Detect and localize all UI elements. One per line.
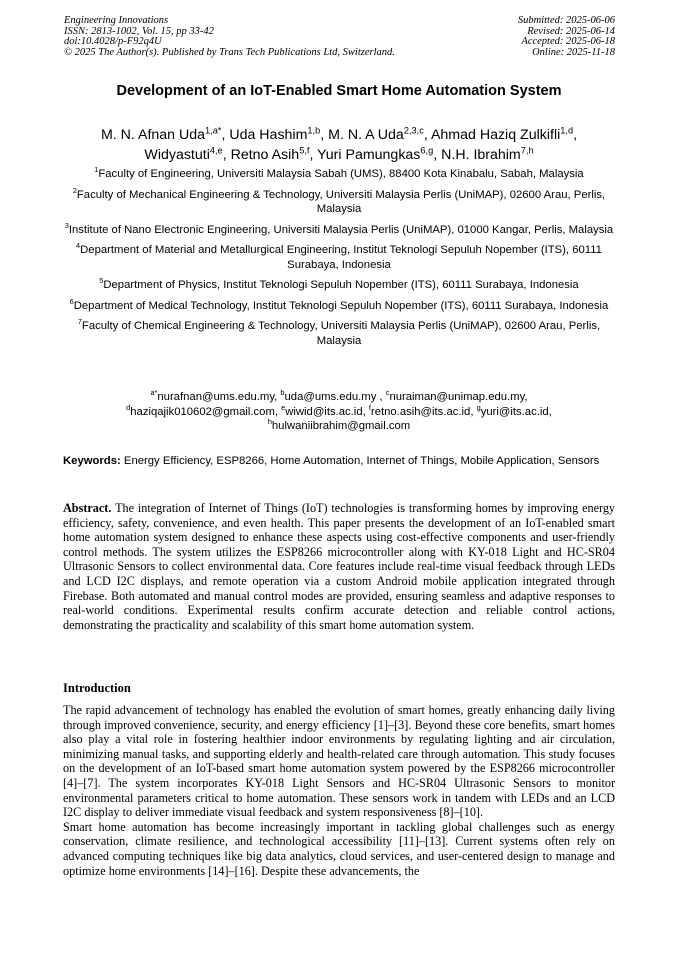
revised-date: Revised: 2025-06-14 xyxy=(527,25,615,37)
journal-info xyxy=(64,16,395,58)
author: M. N. Afnan Uda$^{1,a*}$ xyxy=(100,125,222,143)
author-list: M. N. Afnan Uda$^{1,a*}$, Uda Hashim$^{1,b}$, M. N. A Uda$^{2,3,c}$, Ahmad Haziq Zulkifli$^{1,d}$, Widyastuti$^{4,e}$, Retno Asih$^{5,f}$, Yuri Pamungkas$^{6,g}$, N.H. Ibrahim$^{7,h}$ xyxy=(100,125,578,163)
affiliation: $^7$Faculty of Chemical Engineering & Technology, Universiti Malaysia Perlis (UniMAP), 02600 Arau, Perlis, Malaysia xyxy=(77,317,601,347)
email-link[interactable]: hulwaniibrahim@gmail.com xyxy=(271,420,411,432)
email-link[interactable]: uda@ums.edu.my xyxy=(284,391,377,403)
keywords-label: Keywords: xyxy=(63,455,121,467)
author: Yuri Pamungkas$^{6,g}$ xyxy=(317,145,434,163)
author: N.H. Ibrahim$^{7,h}$ xyxy=(441,145,534,163)
email-link[interactable]: nurafnan@ums.edu.my xyxy=(157,391,275,403)
email-list: $^{a*}$nurafnan@ums.edu.my, $^b$uda@ums.edu.my , $^c$nuraiman@unimap.edu.my, $^d$haziqajik010602@gmail.com, $^e$wiwid@its.ac.id, $^f$retno.asih@its.ac.id, $^g$yuri@its.ac.id, $^h$hulwaniibrahim@gmail.com xyxy=(126,388,552,432)
email-link[interactable]: haziqajik010602@gmail.com xyxy=(130,405,275,418)
author: Ahmad Haziq Zulkifli$^{1,d}$ xyxy=(430,125,574,143)
affiliation: $^2$Faculty of Mechanical Engineering & Technology, Universiti Malaysia Perlis (UniMAP), 02600 Arau, Perlis, Malaysia xyxy=(72,185,606,215)
accepted-date: Accepted: 2025-06-18 xyxy=(521,36,615,48)
submitted-date: Submitted: 2025-06-06 xyxy=(517,15,615,26)
journal-name: Engineering Innovations xyxy=(64,15,169,26)
author: Retno Asih$^{5,f}$ xyxy=(230,145,310,163)
paragraph: Smart home automation has become increasingly important in tackling global challenges such as energy conservation, climate resilience, and technological accessibility [11]–[13]. Current systems often rely on advanced computing techniques like big data analytics, cloud services, and user-centered design to manage and optimize home environments [14]–[16]. Despite these advancements, the xyxy=(63,819,615,878)
copyright-line: © 2025 The Author(s). Published by Trans Tech Publications Ltd, Switzerland. xyxy=(64,46,395,58)
email-link[interactable]: retno.asih@its.ac.id xyxy=(370,405,471,418)
author: Widyastuti$^{4,e}$ xyxy=(144,145,223,163)
introduction-body xyxy=(63,703,615,878)
affiliation: $^1$Faculty of Engineering, Universiti Malaysia Sabah (UMS), 88400 Kota Kinabalu, Sabah, Malaysia xyxy=(94,165,584,180)
email-link[interactable]: yuri@its.ac.id xyxy=(480,405,549,418)
affiliation: $^4$Department of Material and Metallurgical Engineering, Institut Teknologi Sepuluh Nopember (ITS), 60111 Surabaya, Indonesia xyxy=(76,241,602,271)
abstract-text: The integration of Internet of Things (IoT) technologies is transforming homes by improving energy efficiency, safety, convenience, and even health. This paper presents the development of an IoT-enabled smart home automation system designed to enhance these aspects using cost-effective components and user-friendly control methods. The system utilizes the ESP8266 microcontroller along with KY-018 Light and HC-SR04 Ultrasonic Sensors to collect environmental data. Core features include real-time visual feedback through LEDs and LCD I2C displays, and remote operation via a custom Android mobile application integrated through Firebase. Both automated and manual control modes are provided, ensuring seamless and adaptive responses to real-world conditions. Experimental results confirm accurate detection and reliable control actions, demonstrating the practicality and scalability of this smart home automation system. xyxy=(63,501,616,632)
keywords xyxy=(63,454,615,469)
author: M. N. A Uda$^{2,3,c}$ xyxy=(328,125,424,143)
affiliation-list xyxy=(60,167,618,354)
affiliation: $^5$Department of Physics, Institut Teknologi Sepuluh Nopember (ITS), 60111 Surabaya, Indonesia xyxy=(99,276,579,291)
author: Uda Hashim$^{1,b}$ xyxy=(229,125,321,143)
section-heading: Introduction xyxy=(63,681,131,695)
abstract-label: Abstract. xyxy=(63,501,112,515)
keywords-text: Energy Efficiency, ESP8266, Home Automation, Internet of Things, Mobile Application, Sensors xyxy=(123,455,600,467)
publication-dates xyxy=(518,16,615,58)
paper-title: Development of an IoT-Enabled Smart Home Automation System xyxy=(116,83,562,99)
affiliation: $^3$Institute of Nano Electronic Engineering, Universiti Malaysia Perlis (UniMAP), 01000 Kangar, Perlis, Malaysia xyxy=(64,220,614,236)
email-link[interactable]: wiwid@its.ac.id xyxy=(285,405,363,418)
abstract xyxy=(63,501,615,632)
email-link[interactable]: nuraiman@unimap.edu.my xyxy=(389,391,525,403)
online-date: Online: 2025-11-18 xyxy=(532,46,615,58)
doi-line: doi:10.4028/p-F92q4U xyxy=(64,36,162,48)
issn-line: ISSN: 2813-1002, Vol. 15, pp 33-42 xyxy=(64,25,214,37)
affiliation: $^6$Department of Medical Technology, Institut Teknologi Sepuluh Nopember (ITS), 60111 Surabaya, Indonesia xyxy=(69,296,609,312)
paragraph: The rapid advancement of technology has enabled the evolution of smart homes, greatly enhancing daily living through improved convenience, security, and energy efficiency [1]–[3]. Beyond these core benefits, smart homes also play a vital role in fostering healthier indoor environments by regulating lighting and air circulation, minimizing manual tasks, and supporting elderly and health-related care through automation. This study focuses on the development of an IoT-based smart home automation system powered by the ESP8266 microcontroller [4]–[7]. The system incorporates KY-018 Light Sensors and HC-SR04 Ultrasonic Sensors to monitor environmental parameters critical to home automation. These sensors work in tandem with LEDs and an LCD I2C display to deliver immediate visual feedback and system responsiveness [8]–[10]. xyxy=(63,703,615,820)
